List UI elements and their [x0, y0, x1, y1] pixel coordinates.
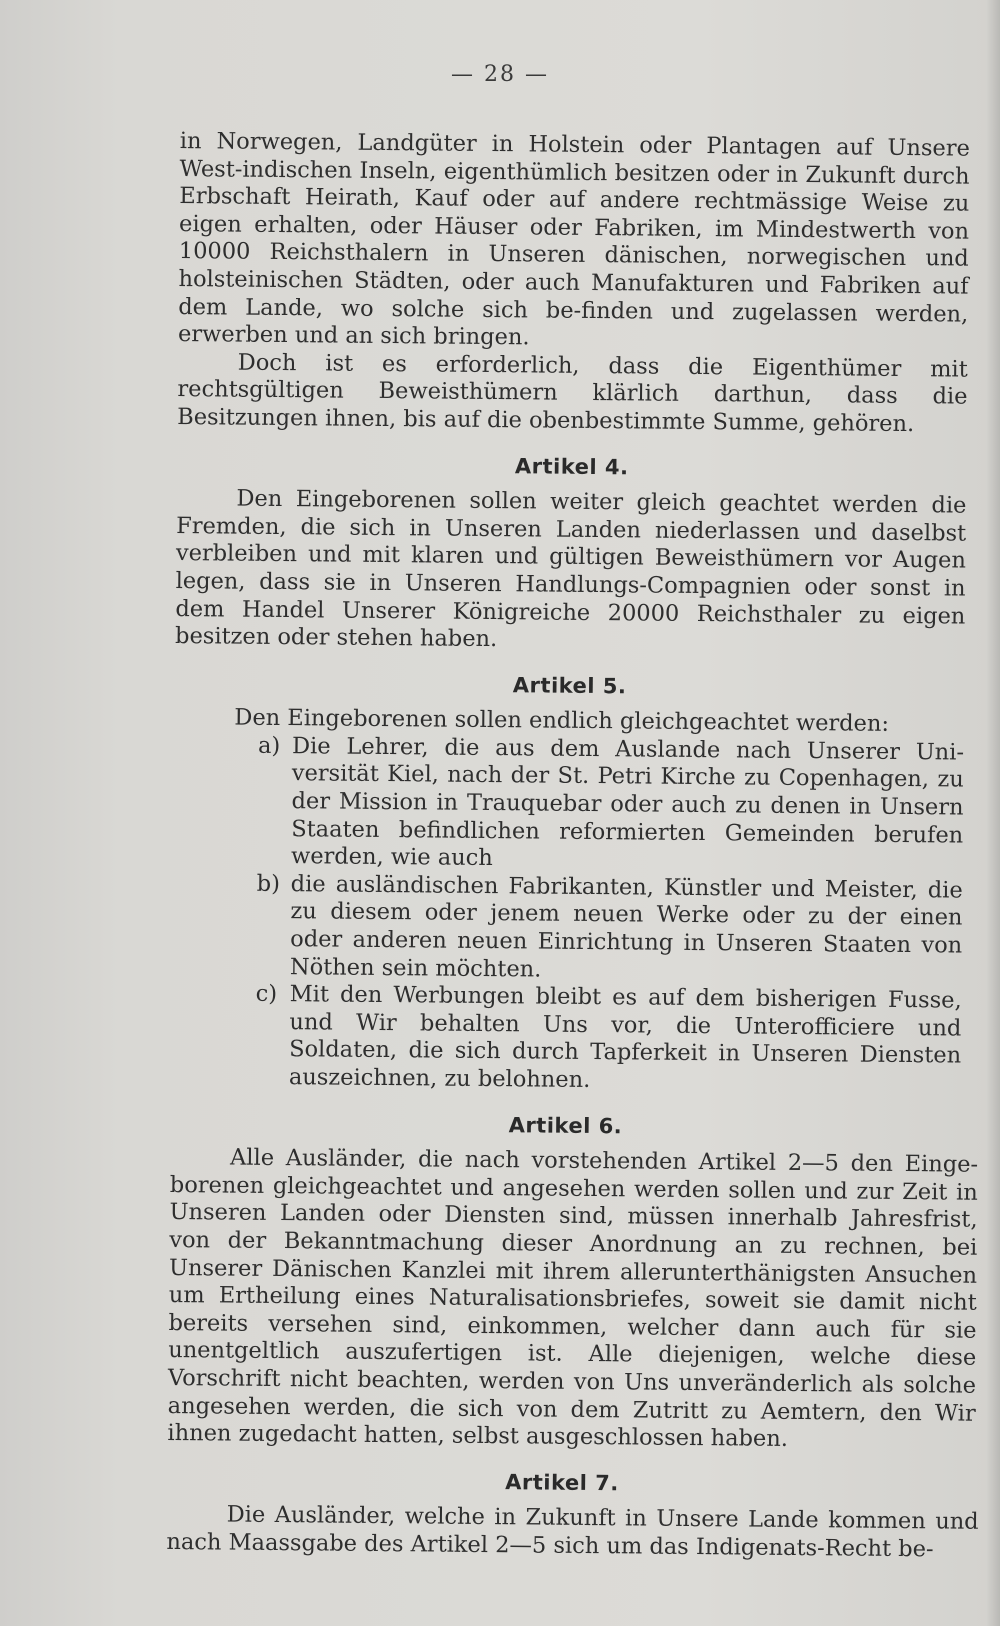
list-item [172, 870, 963, 988]
paragraph-continuation: in Norwegen, Landgüter in Holstein oder Plantagen auf Unsere West-indischen Inseln, eigenthümlich besitzen oder in Zukunft durch Erbschaft Heirath, Kauf oder auf andere rechtmässige Weise zu eigen erhalten, oder Häuser oder Fabriken, im Mindestwerth von 10000 Reichsthalern in Unseren dänischen, norwegischen und holsteinischen Städten, oder auch Manufakturen und Fabriken auf dem Lande, wo solche sich be-finden und zugelassen werden, erwerben und an sich bringen. [177, 128, 970, 351]
heading-artikel-5: Artikel 5. [512, 672, 627, 698]
list-item-text: Mit den Werbungen bleibt es auf dem bisherigen Fusse, und Wir behalten Uns vor, die Unterofficiere und Soldaten, die sich durch Tapferkeit in Unseren Diensten auszeichnen, zu belohnen. [288, 981, 962, 1093]
list-item [173, 732, 964, 878]
list-item-text: Die Lehrer, die aus dem Auslande nach Unserer Uni-versität Kiel, nach der St. Petri Kirche zu Copenhagen, zu der Mission in Trauquebar oder auch zu denen in Unsern Staaten befindlichen reformierten Gemeinden berufen werden, wie auch [290, 732, 965, 872]
artikel-5-list [171, 732, 964, 1098]
page-number: — 28 — [451, 62, 549, 87]
paragraph-artikel-5-intro: Den Eingeborenen sollen endlich gleichgeachtet werden: [234, 704, 890, 738]
list-item [171, 980, 962, 1098]
heading-artikel-4: Artikel 4. [514, 453, 629, 479]
list-item-text: die ausländischen Fabrikanten, Künstler und Meister, die zu diesem oder jenem neuen Werke oder zu der einen oder anderen neuen Einrichtung in Unseren Staaten von Nöthen sein möchten. [289, 870, 963, 983]
paragraph-artikel-7: Die Ausländer, welche in Zukunft in Unsere Lande kommen und nach Maassgabe des Artikel 2—5 sich um das Indigenats-Recht be- [166, 1501, 979, 1563]
list-item-label: a) [257, 732, 281, 759]
paragraph-artikel-4: Den Eingeborenen sollen weiter gleich geachtet werden die Fremden, die sich in Unseren Landen niederlassen und daselbst verbleiben und mit klaren und gültigen Beweisthümern vor Augen legen, dass sie in Unseren Handlungs-Compagnien oder sonst in dem Handel Unserer Königreiche 20000 Reichsthaler zu eigen besitzen oder stehen haben. [174, 485, 967, 653]
paragraph-artikel-6: Alle Ausländer, die nach vorstehenden Artikel 2—5 den Einge-borenen gleichgeachtet und angesehen werden sollen und zur Zeit in Unseren Landen oder Diensten sind, müssen innerhalb Jahresfrist, von der Bekanntmachung dieser Anordnung an zu rechnen, bei Unserer Dänischen Kanzlei mit ihrem allerunterthänigsten Ansuchen um Ertheilung eines Naturalisationsbriefes, soweit sie damit nicht bereits versehen sind, einkommen, welcher dann auch für sie unentgeltlich auszufertigen ist. Alle diejenigen, welche diese Vorschrift nicht beachten, werden von Uns unveränderlich als solche angesehen werden, die sich von dem Zutritt zu Aemtern, den Wir ihnen zugedacht hatten, selbst ausgeschlossen haben. [167, 1144, 979, 1453]
list-item-label: c) [255, 980, 278, 1008]
heading-artikel-7: Artikel 7. [505, 1469, 619, 1495]
paragraph-doch: Doch ist es erforderlich, dass die Eigenthümer mit rechtsgültigen Beweisthümern klärlich darthun, dass die Besitzungen ihnen, bis auf die obenbestimmte Summe, gehören. [177, 349, 968, 437]
heading-artikel-6: Artikel 6. [508, 1112, 623, 1138]
body-text [166, 128, 979, 1564]
list-item-label: b) [256, 870, 281, 897]
